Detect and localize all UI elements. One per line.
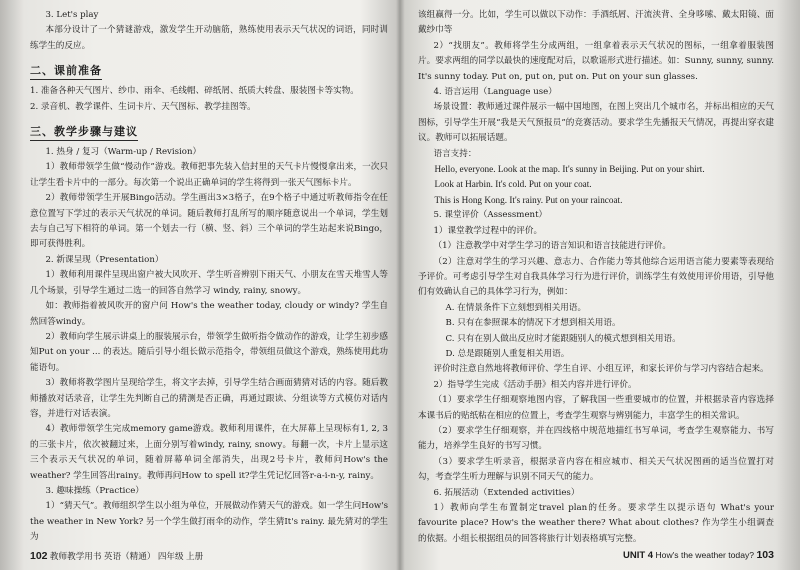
section-heading: 三、教学步骤与建议 (30, 125, 138, 141)
paragraph: （3）要求学生听录音，根据录音内容在相应城市、相关天气状况图画的适当位置打对勾，考查学生听力理解与识别不同天气的能力。 (418, 456, 774, 483)
right-page-footer (623, 549, 774, 562)
subsection-heading: 1. 热身 / 复习（Warm-up / Revision） (45, 147, 202, 158)
paragraph: 如：教师指着被风吹开的窗户问 How's the weather today, cloudy or windy? 学生自然回答windy。 (30, 301, 388, 327)
subsection-heading: 6. 拓展活动（Extended activities） (433, 487, 580, 498)
paragraph: C. 只有在别人做出反应时才能跟随别人的模式想到相关用语。 (445, 333, 681, 344)
paragraph: 本部分设计了一个猜谜游戏，激发学生开动脑筋，熟练使用表示天气状况的词语，同时训练学生的反应。 (30, 25, 388, 51)
paragraph: 2）教师带领学生开展Bingo活动。学生画出3×3格子，在9个格子中通过听教师指令在任意位置写下学过的表示天气状况的单词。随后教师打乱所写的顺序随意说出一个单词，学生划去与自己写下相符的单词。第一个划去一行（横、竖、斜）三个单词的学生站起来说Bingo，即可获得胜利。 (30, 193, 388, 250)
paragraph: D. 总是跟随别人重复相关用语。 (445, 348, 570, 359)
subsection-heading: 2. 新课呈现（Presentation） (45, 254, 164, 265)
paragraph: 评价时注意自然地将教师评价、学生自评、小组互评，和家长评价与学习内容结合起来。 (433, 364, 769, 375)
paragraph: （2）注意对学生的学习兴趣、意志力、合作能力等其他综合运用语言能力要素等表现给予评价。可考虑引导学生对自我具体学习行为进行评价，训练学生有效使用评价用语，引导他们有效确认自己的具体学习行为，例如： (418, 256, 774, 298)
section-heading: 二、课前准备 (30, 64, 102, 80)
left-page-body (30, 8, 388, 546)
paragraph: 2）教师向学生展示讲桌上的服装展示台，带领学生做听指令做动作的游戏，让学生初步感知Put on your ... 的表达。随后引导小组长做示范指令，带领组员做这个游戏，熟练使用此功能语句。 (30, 331, 388, 373)
paragraph: 1）“猜天气”。教师组织学生以小组为单位，开展做动作猜天气的游戏。如一学生问How's the weather in New York? 另一个学生做打雨伞的动作，学生猜It's rainy. 最先猜对的学生为 (30, 501, 388, 543)
right-page-number: 103 (756, 549, 774, 561)
paragraph: 2）指导学生完成《活动手册》相关内容并进行评价。 (433, 379, 637, 390)
paragraph: （2）要求学生仔细观察，并在四线格中规范地描红书写单词，考查学生观察能力、书写能力，培养学生良好的书写习惯。 (418, 425, 774, 452)
paragraph: 2）“找朋友”。教师将学生分成两组，一组拿着表示天气状况的图标，一组拿着服装图片。要求两组的同学以最快的速度配对后，以歌谣形式进行描述。如：Sunny, sunny, sunny. It's sunny today. Put on, put on, put on. Put on your sun glasses. (418, 40, 774, 82)
left-page (30, 8, 388, 560)
paragraph: Hello, everyone. Look at the map. It's sunny in Beijing. Put on your shirt. (434, 164, 705, 175)
left-footer-title: 教师教学用书 英语（精通） 四年级 上册 (49, 551, 204, 561)
paragraph: This is Hong Kong. It's rainy. Put on your raincoat. (434, 194, 623, 205)
section-heading-wrap (30, 115, 388, 145)
paragraph: 4）教师带领学生完成memory game游戏。教师利用课件，在大屏幕上呈现标有1, 2, 3的三张卡片，依次被翻过来，上面分别写着windy, rainy, snowy。每翻一次，卡片上显示这三个表示天气状况的单词，随着屏幕单词全部消失，出现2号卡片，教师问How's the weather? 学生回答出rainy。教师再问How to spell it?学生凭记忆回答r-a-i-n-y, rainy。 (30, 424, 388, 481)
paragraph: （1）要求学生仔细观察地图内容，了解我国一些重要城市的位置，并根据录音内容选择本课书后的贴纸粘在相应的位置上，考查学生观察与辨别能力，丰富学生的相关常识。 (418, 395, 774, 421)
paragraph: （1）注意教学中对学生学习的语言知识和语言技能进行评价。 (433, 241, 671, 252)
subsection-heading: 5. 课堂评价（Assessment） (433, 210, 548, 221)
paragraph: 1）课堂教学过程中的评价。 (433, 225, 543, 236)
subsection-heading: 3. 趣味操练（Practice） (45, 485, 144, 496)
left-page-footer (30, 550, 203, 562)
paragraph: B. 只有在参照课本的情况下才想到相关用语。 (445, 318, 621, 329)
paragraph: 1）教师利用课件呈现出窗户被大风吹开、学生听音辨别下雨天气、小朋友在雪天堆雪人等几个场景，引导学生通过二选一的回答自然学习 windy, rainy, snowy。 (30, 270, 388, 296)
paragraph: 语言支持： (433, 148, 477, 159)
section-heading-wrap (30, 54, 388, 84)
paragraph: 3）教师将教学图片呈现给学生，将文字去掉，引导学生结合画面猜猜对话的内容。随后教师播放对话录音，让学生先判断自己的猜测是否正确，再通过跟读、分组读等方式模仿对话内容，并进行对话表演。 (30, 378, 388, 419)
paragraph: 1. 准备各种天气图片、纱巾、雨伞、毛线帽、碎纸屑、纸质大转盘、服装图卡等实物。 (30, 86, 359, 97)
right-page (418, 8, 774, 560)
paragraph: 2. 录音机、教学课件、生词卡片、天气图标、教学挂图等。 (30, 101, 256, 112)
right-page-body (418, 8, 774, 547)
paragraph: 该组赢得一分。比如，学生可以做以下动作：手酒纸屑、汗流浃背、全身哆嗦、戴太阳镜、面戴纱巾等 (418, 10, 774, 36)
right-footer-title: How's the weather today? (655, 550, 755, 560)
subsection-heading: 4. 语言运用（Language use） (433, 87, 557, 98)
unit-label: UNIT 4 (622, 550, 654, 561)
paragraph: 场景设置：教师通过课件展示一幅中国地图，在图上突出几个城市名，并标出相应的天气图标，引导学生开展“我是天气预报员”的竞赛活动。要求学生先播报天气情况，再提出穿衣建议。教师可以拓展话题。 (418, 102, 774, 144)
paragraph: A. 在情景条件下立刻想到相关用语。 (445, 302, 587, 313)
left-page-number: 102 (30, 550, 48, 562)
paragraph: Look at Harbin. It's cold. Put on your coat. (434, 179, 592, 190)
paragraph: 1）教师带领学生做“慢动作”游戏。教师把事先装入信封里的天气卡片慢慢拿出来，一次只让学生看卡片中的一部分。每次第一个说出正确单词的学生将得到一张天气图标卡片。 (30, 162, 388, 188)
subsection-heading: 3. Let's play (45, 10, 99, 20)
paragraph: 1）教师向学生布置制定travel plan的任务。要求学生以提示语句 What's your favourite place? How's the weather there? What about clothes? 作为学生小组调查的依据。小组长根据组员的回答将旅行计划表格填写完整。 (418, 503, 774, 544)
